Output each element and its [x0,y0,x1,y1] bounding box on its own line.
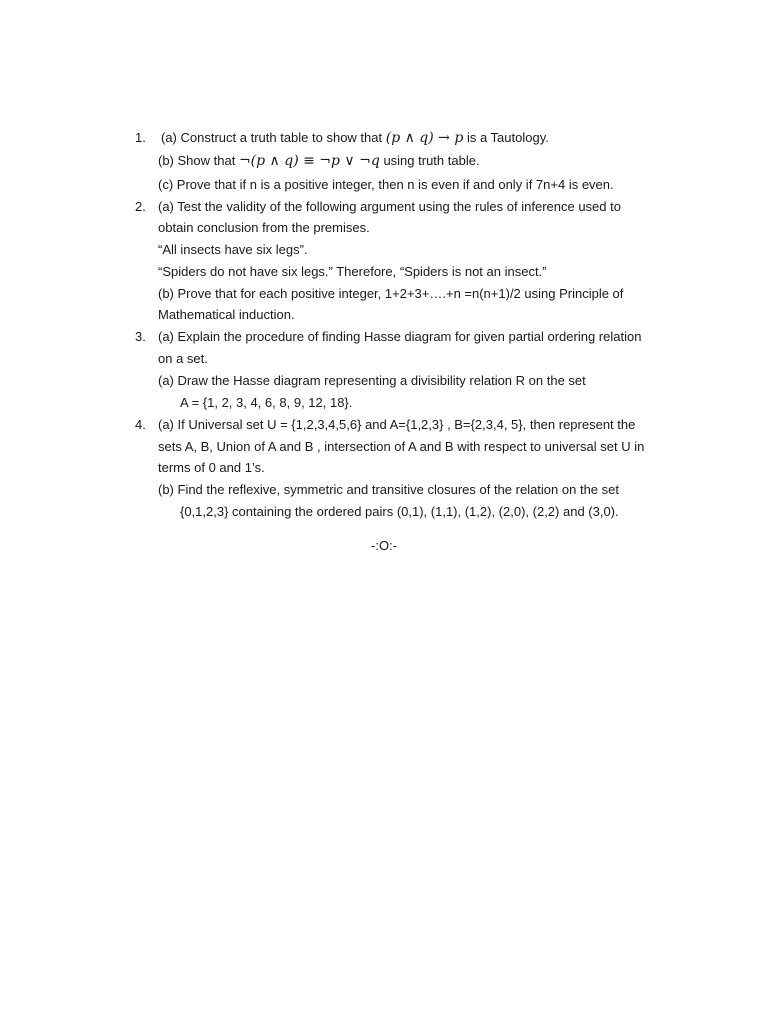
question-text: (b) Show that [158,153,239,168]
question-line: (a) Explain the procedure of finding Hasse diagram for given partial ordering relation [158,329,642,344]
question-line: on a set. [158,351,208,366]
question-text: using truth table. [379,153,480,168]
question-line: “Spiders do not have six legs.” Therefore, “Spiders is not an insect.” [158,264,547,279]
question-number: 4. [135,417,146,432]
question-line: {0,1,2,3} containing the ordered pairs (0,1), (1,1), (1,2), (2,0), (2,2) and (3,0). [180,504,619,519]
question-line: (a) Draw the Hasse diagram representing a divisibility relation R on the set [158,373,586,388]
question-line: (a) Test the validity of the following argument using the rules of inference used to [158,199,621,214]
question-text: is a Tautology. [463,130,549,145]
question-line: (a) If Universal set U = {1,2,3,4,5,6} and A={1,2,3} , B={2,3,4, 5}, then represent the [158,417,636,432]
math-expression: (p ∧ q) → p [385,130,464,146]
question-line: (b) Prove that for each positive integer, 1+2+3+….+n =n(n+1)/2 using Principle of [158,286,624,301]
question-1a-line [161,130,549,146]
end-marker: -:O:- [371,538,397,553]
question-line: obtain conclusion from the premises. [158,220,370,235]
question-line: A = {1, 2, 3, 4, 6, 8, 9, 12, 18}. [180,395,353,410]
question-line: “All insects have six legs”. [158,242,308,257]
question-number: 2. [135,199,146,214]
question-line: terms of 0 and 1’s. [158,460,265,475]
question-text: (a) Construct a truth table to show that [161,130,386,145]
question-number: 3. [135,329,146,344]
question-line: Mathematical induction. [158,307,295,322]
question-number: 1. [135,130,146,145]
question-line: sets A, B, Union of A and B , intersection of A and B with respect to universal set U in [158,439,645,454]
math-expression: ¬(p ∧ q) ≡ ¬p ∨ ¬q [238,153,380,169]
question-line: (b) Find the reflexive, symmetric and transitive closures of the relation on the set [158,482,619,497]
question-1b-line [158,153,480,169]
question-1c-line: (c) Prove that if n is a positive integer, then n is even if and only if 7n+4 is even. [158,177,614,192]
